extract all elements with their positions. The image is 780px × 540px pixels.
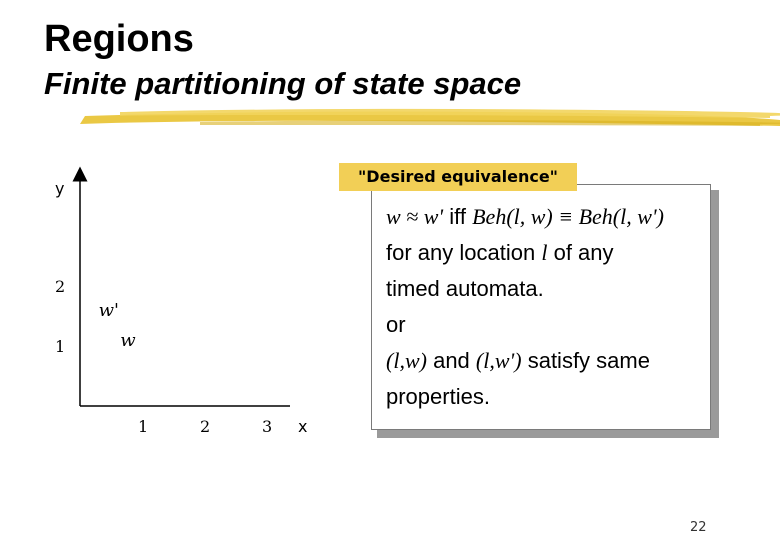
satisfy-text: satisfy same: [527, 348, 650, 373]
pair-lw-prime: (l,w'): [475, 348, 522, 373]
iff-text: iff: [449, 204, 466, 229]
slide-title: Regions: [44, 18, 194, 60]
callout-label: "Desired equivalence": [339, 163, 577, 191]
definition-line-1: [386, 199, 710, 235]
line2-text: for any location: [386, 240, 536, 265]
page-number: 22: [690, 520, 707, 535]
x-tick-label: 1: [138, 417, 149, 436]
location-symbol: l: [541, 240, 548, 265]
approx-expression: w ≈ w': [386, 204, 444, 229]
point-label: w': [98, 300, 119, 321]
definition-line-4: or: [386, 312, 406, 337]
definition-line-6: properties.: [386, 384, 490, 409]
equivalence-callout: [371, 184, 711, 430]
region-plot: [0, 150, 380, 450]
and-text: and: [433, 348, 470, 373]
y-axis-label: y: [55, 179, 65, 198]
pair-lw: (l,w): [386, 348, 427, 373]
line2-text-b: of any: [553, 240, 614, 265]
brush-underline: [80, 104, 780, 134]
y-tick-label: 1: [55, 337, 66, 356]
x-tick-label: 3: [262, 417, 273, 436]
definition-line-3: timed automata.: [386, 276, 544, 301]
point-label: w: [120, 330, 136, 351]
x-tick-label: 2: [200, 417, 211, 436]
definition-line-2: [386, 235, 710, 271]
beh-expression: Beh(l, w) ≡ Beh(l, w'): [472, 204, 664, 229]
x-axis-label: x: [298, 417, 308, 436]
y-tick-label: 2: [55, 277, 66, 296]
slide-subtitle: Finite partitioning of state space: [44, 66, 522, 101]
definition-line-5: [386, 343, 710, 379]
